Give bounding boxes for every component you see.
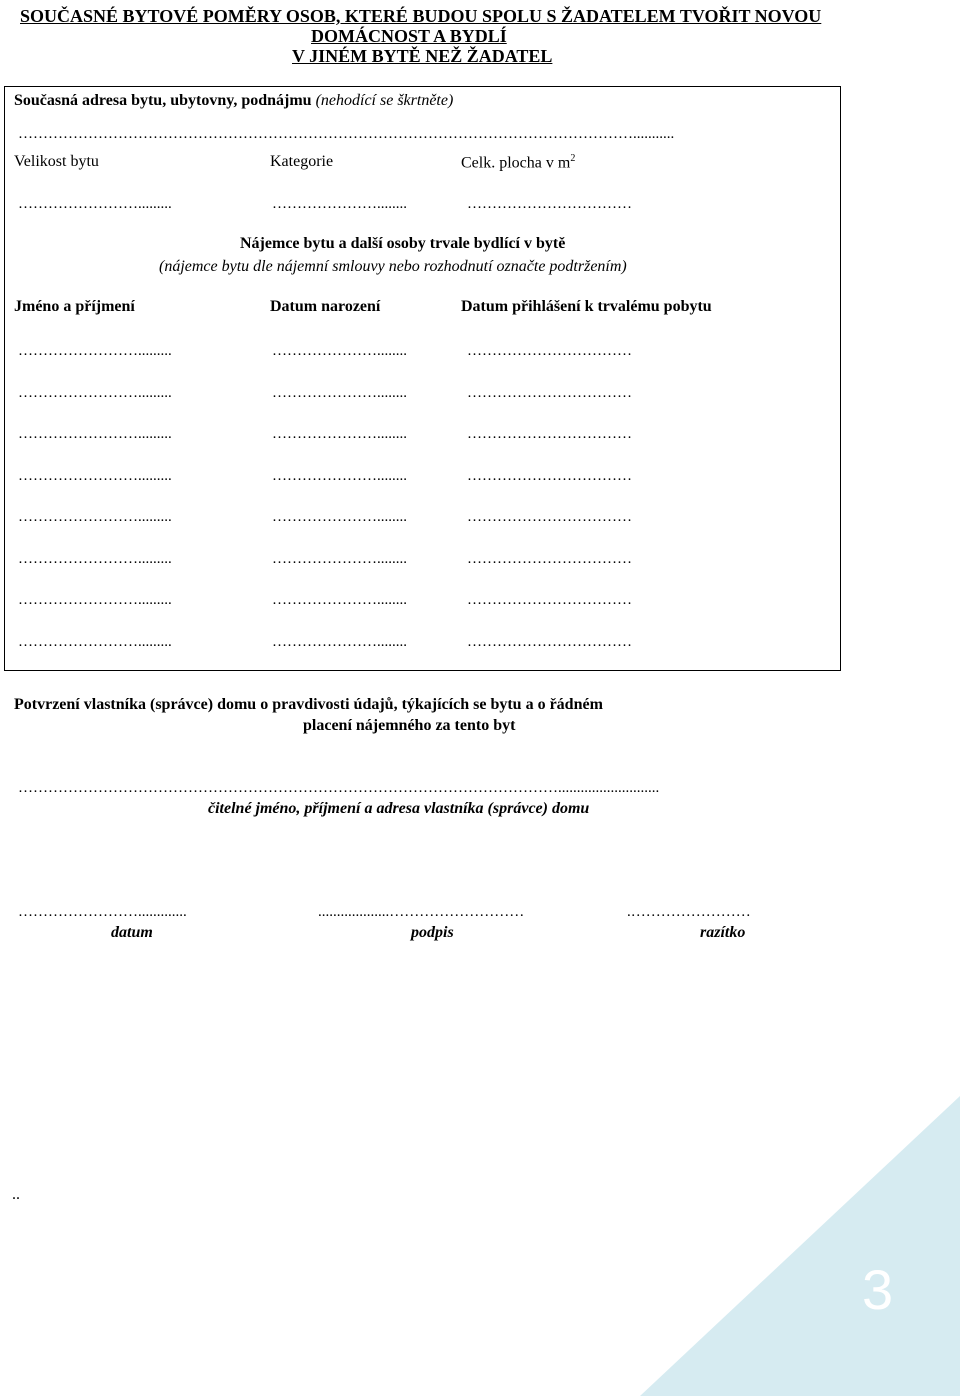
- tenant-row-3-registration-field[interactable]: ……………………………: [467, 426, 632, 442]
- area-label-sup: 2: [570, 153, 576, 164]
- tenant-row-8-birthdate-field[interactable]: …………………........: [272, 634, 407, 650]
- size-label: Velikost bytu: [14, 153, 99, 170]
- area-value-field[interactable]: ……………………………: [467, 196, 632, 212]
- tenant-row-5-birthdate-field[interactable]: …………………........: [272, 509, 407, 525]
- tenant-row-4-birthdate-field[interactable]: …………………........: [272, 468, 407, 484]
- address-label: [14, 92, 453, 110]
- tenant-row-7-birthdate-field[interactable]: …………………........: [272, 592, 407, 608]
- tenants-heading: Nájemce bytu a další osoby trvale bydlící v bytě: [240, 235, 566, 252]
- tenant-row-2-birthdate-field[interactable]: …………………........: [272, 385, 407, 401]
- signature-label: podpis: [411, 924, 454, 941]
- form-title-line1: SOUČASNÉ BYTOVÉ POMĚRY OSOB, KTERÉ BUDOU SPOLU S ŽADATELEM TVOŘIT NOVOU: [20, 6, 822, 26]
- corner-decoration: [640, 1096, 960, 1396]
- stray-dots: ..: [12, 1186, 20, 1203]
- area-label-text: Celk. plocha v m: [461, 154, 571, 172]
- tenant-row-1-name-field[interactable]: …………………….........: [18, 343, 172, 359]
- tenant-row-8-registration-field[interactable]: ……………………………: [467, 634, 632, 650]
- form-title-line2: DOMÁCNOST A BYDLÍ: [311, 26, 507, 46]
- current-housing-box: [4, 86, 841, 671]
- tenant-row-4-name-field[interactable]: …………………….........: [18, 468, 172, 484]
- tenant-row-4-registration-field[interactable]: ……………………………: [467, 468, 632, 484]
- date-dots-field[interactable]: …………………….............: [18, 904, 187, 920]
- owner-dots-field[interactable]: ………………………………………………………………………………………………...........................: [18, 780, 660, 796]
- address-label-note: (nehodící se škrtněte): [315, 92, 454, 109]
- tenants-note: (nájemce bytu dle nájemní smlouvy nebo rozhodnutí označte podtržením): [159, 258, 627, 275]
- category-value-field[interactable]: …………………........: [272, 196, 407, 212]
- address-label-bold: Současná adresa bytu, ubytovny, podnájmu: [14, 92, 312, 109]
- stamp-dots-field[interactable]: .……………………: [627, 904, 751, 920]
- tenant-row-8-name-field[interactable]: …………………….........: [18, 634, 172, 650]
- area-label: [461, 153, 575, 172]
- tenant-row-3-birthdate-field[interactable]: …………………........: [272, 426, 407, 442]
- signature-dots-field[interactable]: ...................………………………: [318, 904, 525, 920]
- column-header-registration: Datum přihlášení k trvalému pobytu: [461, 298, 712, 315]
- tenant-row-5-registration-field[interactable]: ……………………………: [467, 509, 632, 525]
- confirmation-line1: Potvrzení vlastníka (správce) domu o pravdivosti údajů, týkajících se bytu a o řádném: [14, 696, 603, 713]
- tenant-row-1-registration-field[interactable]: ……………………………: [467, 343, 632, 359]
- tenant-row-1-birthdate-field[interactable]: …………………........: [272, 343, 407, 359]
- tenant-row-7-name-field[interactable]: …………………….........: [18, 592, 172, 608]
- column-header-birthdate: Datum narození: [270, 298, 381, 315]
- size-value-field[interactable]: …………………….........: [18, 196, 172, 212]
- page-number: 3: [862, 1258, 894, 1321]
- category-label: Kategorie: [270, 153, 334, 170]
- tenant-row-6-name-field[interactable]: …………………….........: [18, 551, 172, 567]
- tenant-row-3-name-field[interactable]: …………………….........: [18, 426, 172, 442]
- owner-caption: čitelné jméno, příjmení a adresa vlastníka (správce) domu: [208, 800, 590, 817]
- column-header-name: Jméno a příjmení: [14, 298, 135, 315]
- address-dots-field[interactable]: ……………………………………………………………………………………………………………...........: [18, 126, 675, 142]
- tenant-row-2-name-field[interactable]: …………………….........: [18, 385, 172, 401]
- tenant-row-5-name-field[interactable]: …………………….........: [18, 509, 172, 525]
- form-title-line3: V JINÉM BYTĚ NEŽ ŽADATEL: [292, 46, 553, 66]
- tenant-row-6-birthdate-field[interactable]: …………………........: [272, 551, 407, 567]
- tenant-row-6-registration-field[interactable]: ……………………………: [467, 551, 632, 567]
- confirmation-line2: placení nájemného za tento byt: [303, 717, 516, 734]
- stamp-label: razítko: [700, 924, 746, 941]
- tenant-row-7-registration-field[interactable]: ……………………………: [467, 592, 632, 608]
- tenant-row-2-registration-field[interactable]: ……………………………: [467, 385, 632, 401]
- date-label: datum: [111, 924, 153, 941]
